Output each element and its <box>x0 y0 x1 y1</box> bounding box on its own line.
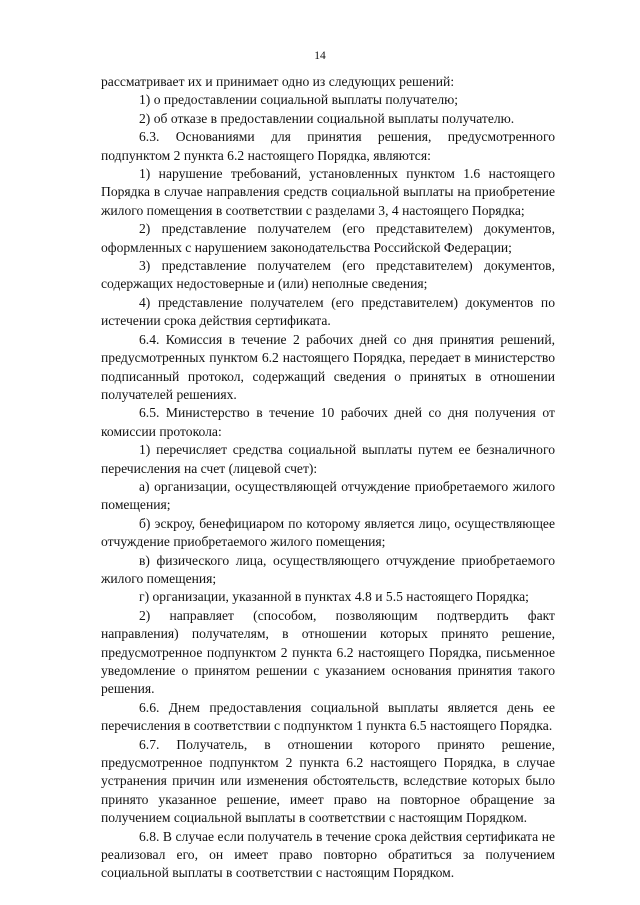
paragraph-6-3-item-1: 1) нарушение требований, установленных пунктом 1.6 настоящего Порядка в случае направления средств социальной выплаты на приобретение жилого помещения в соответствии с разделами 3, 4 настоящего Порядка; <box>101 166 555 218</box>
paragraph-6-6: 6.6. Днем предоставления социальной выплаты является день ее перечисления в соответствии с подпунктом 1 пункта 6.5 настоящего Порядка. <box>101 699 555 734</box>
paragraph-6-8: 6.8. В случае если получатель в течение срока действия сертификата не реализовал его, он имеет право повторно обратиться за получением социальной выплаты в соответствии с настоящим Порядком. <box>101 828 555 881</box>
page-number: 14 <box>314 50 326 62</box>
paragraph-6-5-item-2: 2) направляет (способом, позволяющим подтвердить факт направления) получателям, в отношении которых принято решение, предусмотренное подпунктом 2 пункта 6.2 настоящего Порядка, письменное уведомление о принятом решении с указанием основания принятия такого решения. <box>101 607 555 697</box>
paragraph-6-5-item-1-a: а) организации, осуществляющей отчуждение приобретаемого жилого помещения; <box>101 478 555 513</box>
paragraph-6-5-item-1-d: г) организации, указанной в пунктах 4.8 и 5.5 настоящего Порядка; <box>139 589 529 605</box>
paragraph-6-3-item-3: 3) представление получателем (его представителем) документов, содержащих недостоверные и (или) неполные сведения; <box>101 258 555 292</box>
paragraph-6-5: 6.5. Министерство в течение 10 рабочих дней со дня получения от комиссии протокола: <box>101 405 555 439</box>
paragraph-6-3-item-2: 2) представление получателем (его представителем) документов, оформленных с нарушением законодательства Российской Федерации; <box>101 221 555 255</box>
paragraph-6-5-item-1-b: б) эскроу, бенефициаром по которому является лицо, осуществляющее отчуждение приобретаемого жилого помещения; <box>101 515 555 550</box>
paragraph-continuation: рассматривает их и принимает одно из следующих решений: <box>101 74 455 89</box>
paragraph-6-2-option-2: 2) об отказе в предоставлении социальной выплаты получателю. <box>139 110 515 126</box>
paragraph-6-2-option-1: 1) о предоставлении социальной выплаты получателю; <box>139 92 459 108</box>
paragraph-6-5-item-1-c: в) физического лица, осуществляющего отчуждение приобретаемого жилого помещения; <box>101 552 555 586</box>
paragraph-6-3-item-4: 4) представление получателем (его представителем) документов по истечении срока действия сертификата. <box>101 294 555 329</box>
paragraph-6-7: 6.7. Получатель, в отношении которого принято решение, предусмотренное подпунктом 2 пункта 6.2 настоящего Порядка, в случае устранения причин или изменения обстоятельств, вследствие которых было принято указанное решение, имеет право на повторное обращение за получением социальной выплаты в соответствии с настоящим Порядком. <box>101 736 555 826</box>
document-body <box>101 73 555 883</box>
paragraph-6-4: 6.4. Комиссия в течение 2 рабочих дней со дня принятия решений, предусмотренных пунктом 6.2 настоящего Порядка, передает в министерство подписанный протокол, содержащий сведения о принятых в отношении получателей решениях. <box>101 331 555 402</box>
paragraph-6-5-item-1: 1) перечисляет средства социальной выплаты путем ее безналичного перечисления на счет (лицевой счет): <box>101 442 555 476</box>
paragraph-6-3: 6.3. Основаниями для принятия решения, предусмотренного подпунктом 2 пункта 6.2 настоящего Порядка, являются: <box>101 129 555 163</box>
